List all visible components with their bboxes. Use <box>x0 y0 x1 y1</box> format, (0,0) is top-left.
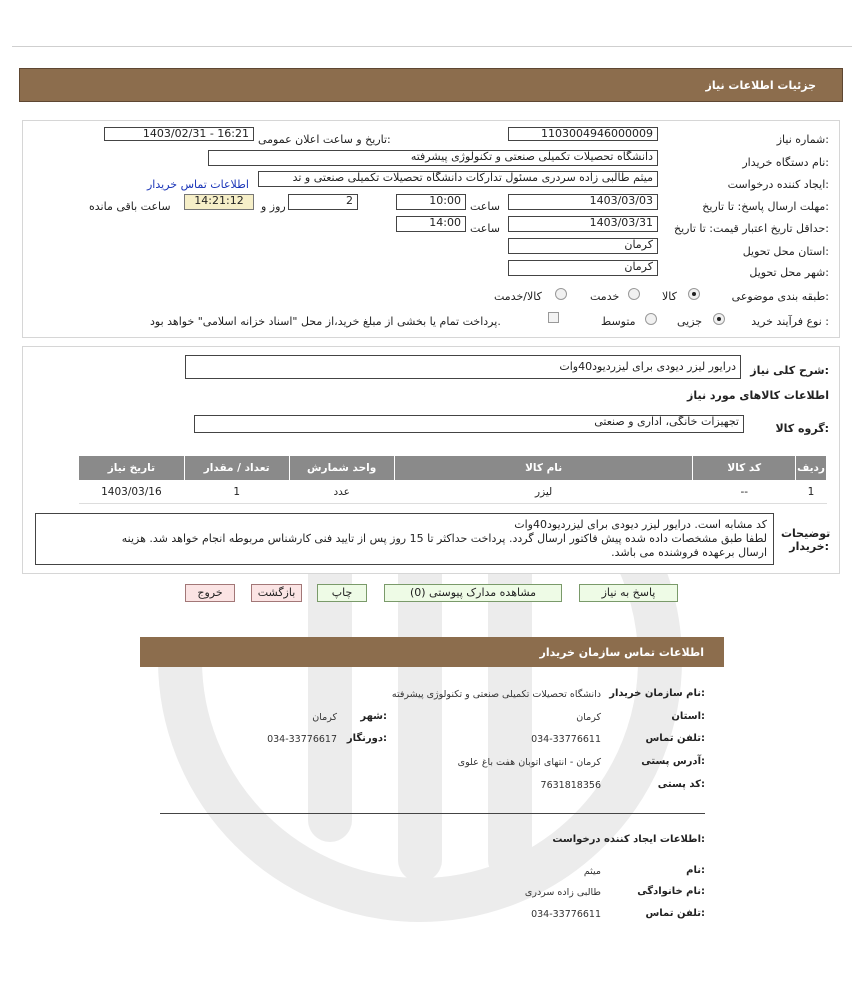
buyer-notes-line-2: لطفا طبق مشخصات داده شده پیش فاکتور ارسال گردد. پرداخت حداکثر تا 15 روز پس از تایید فنی کارشناس مربوطه انجام خواهد شد. هزینه <box>121 532 767 545</box>
category-option-service: خدمت <box>590 290 620 303</box>
items-table <box>78 455 827 504</box>
buyer-notes-label: توضیحات خریدار: <box>781 527 831 553</box>
category-radio-service[interactable] <box>628 288 640 300</box>
back-button[interactable]: بازگشت <box>251 584 302 602</box>
cell-code: -- <box>693 481 796 504</box>
contact-city-label: شهر: <box>360 711 387 722</box>
contact-postal-label: کد پستی: <box>657 779 705 790</box>
group-field[interactable]: تجهیزات خانگی، اداری و صنعتی <box>194 415 744 433</box>
province-field[interactable]: کرمان <box>508 238 658 254</box>
treasury-payment-note: پرداخت تمام یا بخشی از مبلغ خرید،از محل "اسناد خزانه اسلامی" خواهد بود. <box>150 315 501 328</box>
creator-name: میثم <box>583 866 601 877</box>
contact-phone: 034-33776611 <box>531 734 601 745</box>
need-number-label: شماره نیاز: <box>776 133 829 146</box>
buyer-org-field[interactable]: دانشگاه تحصیلات تکمیلی صنعتی و تکنولوژی پیشرفته <box>208 150 658 166</box>
validity-time-label: ساعت <box>470 222 500 235</box>
buyer-notes-box <box>35 513 774 565</box>
cell-unit: عدد <box>289 481 394 504</box>
contact-org-label: نام سازمان خریدار: <box>609 688 705 699</box>
process-option-medium: متوسط <box>601 315 636 328</box>
contact-fax: 034-33776617 <box>267 734 337 745</box>
validity-date-field[interactable]: 1403/03/31 <box>508 216 658 232</box>
process-option-minor: جزیی <box>677 315 703 328</box>
contact-fax-label: دورنگار: <box>346 733 387 744</box>
days-label: روز و <box>261 200 286 213</box>
cell-qty: 1 <box>184 481 289 504</box>
attachments-button[interactable]: مشاهده مدارک پیوستی (0) <box>384 584 562 602</box>
process-radio-minor[interactable] <box>713 313 725 325</box>
contact-city: کرمان <box>312 712 337 723</box>
buyer-contact-link[interactable]: اطلاعات تماس خریدار <box>147 178 249 191</box>
items-table-wrap <box>78 455 827 504</box>
contact-phone-label: تلفن تماس: <box>645 733 705 744</box>
col-row: ردیف <box>796 456 827 481</box>
deadline-time-label: ساعت <box>470 200 500 213</box>
cell-name: لیزر <box>394 481 693 504</box>
table-row[interactable] <box>79 481 827 504</box>
exit-button[interactable]: خروج <box>185 584 235 602</box>
summary-label: شرح کلی نیاز: <box>750 364 829 377</box>
reply-button[interactable]: پاسخ به نیاز <box>579 584 678 602</box>
creator-phone: 034-33776611 <box>531 909 601 920</box>
contact-address-label: آدرس پستی: <box>641 756 705 767</box>
validity-time-field[interactable]: 14:00 <box>396 216 466 232</box>
col-qty: تعداد / مقدار <box>184 456 289 481</box>
city-label: شهر محل تحویل: <box>749 266 829 279</box>
category-option-goods: کالا <box>662 290 677 303</box>
col-date: تاریخ نیاز <box>79 456 185 481</box>
province-label: استان محل تحویل: <box>742 245 829 258</box>
deadline-label: مهلت ارسال پاسخ: تا تاریخ: <box>702 200 829 213</box>
summary-field[interactable]: درایور لیزر دیودی برای لیزر‌دیود40وات <box>185 355 741 379</box>
print-button[interactable]: چاپ <box>317 584 367 602</box>
category-option-goods-service: کالا/خدمت <box>494 290 542 303</box>
contact-title: اطلاعات تماس سازمان خریدار <box>539 646 704 659</box>
col-name: نام کالا <box>394 456 693 481</box>
goods-info-title: اطلاعات کالاهای مورد نیاز <box>687 389 829 402</box>
buyer-org-label: نام دستگاه خریدار: <box>742 156 829 169</box>
group-label: گروه کالا: <box>775 422 829 435</box>
creator-family-label: نام خانوادگی: <box>637 886 705 897</box>
contact-postal: 7631818356 <box>540 780 601 791</box>
buyer-notes-line-3: ارسال برعهده فروشنده می باشد. <box>611 546 767 559</box>
announce-label: تاریخ و ساعت اعلان عمومی: <box>258 133 391 146</box>
page-title: جزئیات اطلاعات نیاز <box>705 79 816 92</box>
creator-field[interactable]: میثم طالبی زاده سردری مسئول تدارکات دانشگاه تحصیلات تکمیلی صنعتی و تد <box>258 171 658 187</box>
process-label: نوع فرآیند خرید : <box>751 315 829 328</box>
city-field[interactable]: کرمان <box>508 260 658 276</box>
validity-label: حداقل تاریخ اعتبار قیمت: تا تاریخ: <box>674 222 829 235</box>
top-divider <box>12 46 852 47</box>
creator-phone-label: تلفن تماس: <box>645 908 705 919</box>
contact-address: کرمان - انتهای اتوبان هفت باغ علوی <box>457 757 601 768</box>
cell-row: 1 <box>796 481 827 504</box>
announce-field[interactable]: 1403/02/31 - 16:21 <box>104 127 254 141</box>
creator-name-label: نام: <box>686 865 705 876</box>
contact-org: دانشگاه تحصیلات تکمیلی صنعتی و تکنولوژی پیشرفته <box>391 689 601 700</box>
category-radio-goods[interactable] <box>688 288 700 300</box>
creator-label: ایجاد کننده درخواست: <box>727 178 829 191</box>
table-header-row <box>79 456 827 481</box>
col-unit: واحد شمارش <box>289 456 394 481</box>
remaining-time-field: 14:21:12 <box>184 194 254 210</box>
process-radio-medium[interactable] <box>645 313 657 325</box>
cell-date: 1403/03/16 <box>79 481 185 504</box>
buyer-notes-line-1: کد مشابه است. درایور لیزر دیودی برای لیزر‌دیود40وات <box>514 518 767 531</box>
creator-family: طالبی زاده سردری <box>524 887 601 898</box>
need-number-field[interactable]: 1103004946000009 <box>508 127 658 141</box>
page-header <box>19 68 843 102</box>
contact-header <box>140 637 724 667</box>
remaining-label: ساعت باقی مانده <box>89 200 171 213</box>
category-label: طبقه بندی موضوعی: <box>731 290 829 303</box>
creator-info-title: اطلاعات ایجاد کننده درخواست: <box>552 834 705 845</box>
treasury-payment-checkbox[interactable] <box>548 312 559 323</box>
deadline-time-field[interactable]: 10:00 <box>396 194 466 210</box>
contact-province-label: استان: <box>671 711 705 722</box>
contact-divider <box>160 813 705 814</box>
deadline-date-field[interactable]: 1403/03/03 <box>508 194 658 210</box>
col-code: کد کالا <box>693 456 796 481</box>
contact-province: کرمان <box>576 712 601 723</box>
category-radio-goods-service[interactable] <box>555 288 567 300</box>
days-field[interactable]: 2 <box>288 194 358 210</box>
